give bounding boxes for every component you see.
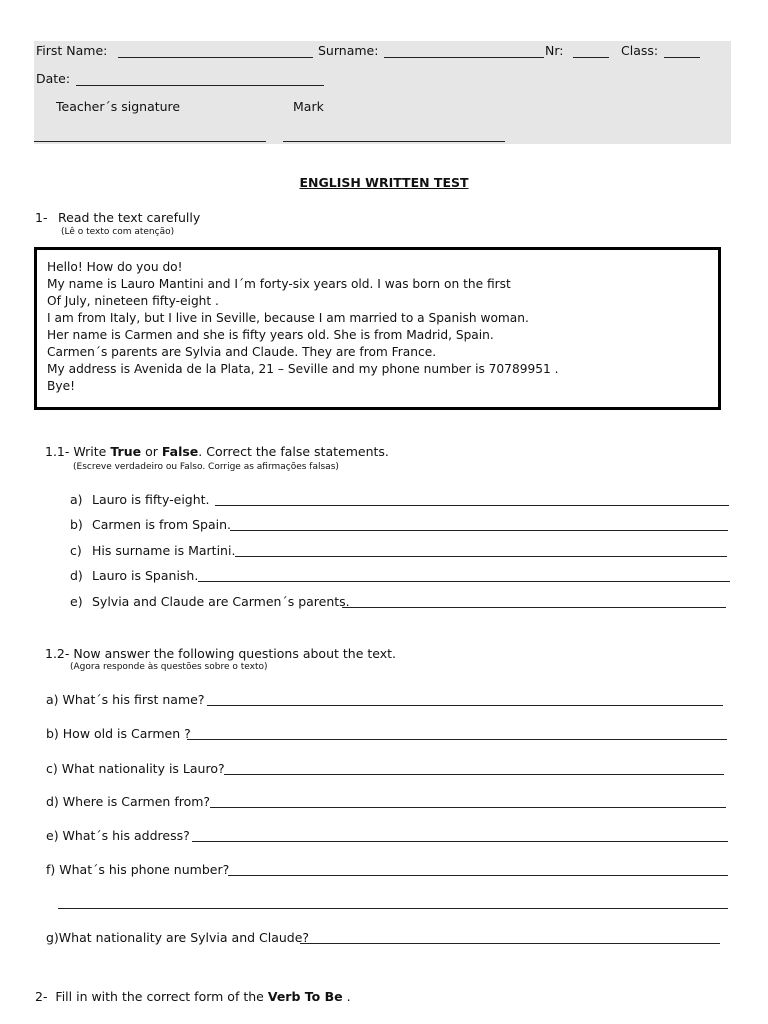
exercise-1-2-translation: (Agora responde às questões sobre o texto) (70, 662, 268, 672)
mark-label: Mark (293, 99, 324, 114)
date-label: Date: (36, 71, 71, 86)
statement-text: Lauro is Spanish. (92, 568, 199, 583)
exercise-1-1-translation: (Escreve verdadeiro ou Falso. Corrige as afirmações falsas) (73, 462, 339, 472)
answer-line[interactable] (300, 943, 720, 944)
answer-line[interactable] (228, 875, 728, 876)
statement-letter: c) (70, 543, 82, 558)
instruction-post: . (346, 989, 351, 1004)
reading-text-line: Her name is Carmen and she is fifty years old. She is from Madrid, Spain. (47, 328, 494, 342)
exercise-1-instruction: Read the text carefully (58, 210, 201, 225)
question-text: g)What nationality are Sylvia and Claude? (46, 930, 310, 945)
question-text: a) What´s his first name? (46, 692, 205, 707)
statement-text: Lauro is fifty-eight. (92, 492, 210, 507)
true-word: True (110, 444, 142, 459)
reading-text-line: My address is Avenida de la Plata, 21 – Seville and my phone number is 70789951 . (47, 362, 559, 376)
answer-line[interactable] (235, 556, 727, 557)
reading-text-line: Bye! (47, 379, 75, 393)
mark-field[interactable] (283, 141, 505, 142)
answer-line[interactable] (224, 774, 724, 775)
statement-text: Carmen is from Spain. (92, 517, 231, 532)
verb-to-be: Verb To Be (267, 989, 343, 1004)
teacher-signature-label: Teacher´s signature (56, 99, 181, 114)
reading-text-line: Carmen´s parents are Sylvia and Claude. They are from France. (47, 345, 437, 359)
answer-line[interactable] (230, 530, 728, 531)
answer-line[interactable] (187, 739, 727, 740)
reading-text-line: I am from Italy, but I live in Seville, because I am married to a Spanish woman. (47, 311, 529, 325)
exercise-1-translation: (Lê o texto com atenção) (61, 227, 175, 237)
exercise-1-2-number: 1.2- (45, 646, 70, 661)
answer-line[interactable] (198, 581, 730, 582)
page-title: ENGLISH WRITTEN TEST (299, 175, 469, 190)
exercise-1-number: 1- (35, 210, 48, 225)
exercise-2-number: 2- (35, 989, 48, 1004)
statement-letter: d) (70, 568, 83, 583)
false-word: False (161, 444, 199, 459)
reading-text-box (34, 247, 721, 410)
first-name-field[interactable] (118, 57, 313, 58)
answer-line-extra[interactable] (58, 908, 728, 909)
statement-text: His surname is Martini. (92, 543, 236, 558)
date-field[interactable] (76, 85, 324, 86)
statement-letter: b) (70, 517, 83, 532)
instruction-pre: Fill in with the correct form of the (55, 989, 264, 1004)
question-text: f) What´s his phone number? (46, 862, 230, 877)
teacher-signature-field[interactable] (34, 141, 266, 142)
question-text: c) What nationality is Lauro? (46, 761, 225, 776)
exercise-2-instruction (35, 989, 351, 1004)
exercise-1-1-instruction (45, 444, 389, 459)
nr-field[interactable] (573, 57, 609, 58)
first-name-label: First Name: (36, 43, 108, 58)
statement-letter: e) (70, 594, 83, 609)
reading-text-line: Of July, nineteen fifty-eight . (47, 294, 219, 308)
nr-label: Nr: (545, 43, 564, 58)
reading-text-line: Hello! How do you do! (47, 260, 183, 274)
question-text: e) What´s his address? (46, 828, 190, 843)
surname-label: Surname: (318, 43, 379, 58)
class-label: Class: (621, 43, 659, 58)
surname-field[interactable] (384, 57, 544, 58)
answer-line[interactable] (215, 505, 729, 506)
class-field[interactable] (664, 57, 700, 58)
or-word: or (145, 444, 158, 459)
question-text: b) How old is Carmen ? (46, 726, 191, 741)
answer-line[interactable] (207, 705, 723, 706)
instruction-text: Now answer the following questions about the text. (73, 646, 397, 661)
statement-letter: a) (70, 492, 83, 507)
instruction-pre: Write (73, 444, 107, 459)
answer-line[interactable] (192, 841, 728, 842)
answer-line[interactable] (342, 607, 726, 608)
exercise-1-1-number: 1.1- (45, 444, 70, 459)
statement-text: Sylvia and Claude are Carmen´s parents. (92, 594, 350, 609)
answer-line[interactable] (210, 807, 726, 808)
exercise-1-2-instruction (45, 646, 396, 661)
question-text: d) Where is Carmen from? (46, 794, 211, 809)
instruction-post: . Correct the false statements. (198, 444, 389, 459)
reading-text-line: My name is Lauro Mantini and I´m forty-six years old. I was born on the first (47, 277, 511, 291)
